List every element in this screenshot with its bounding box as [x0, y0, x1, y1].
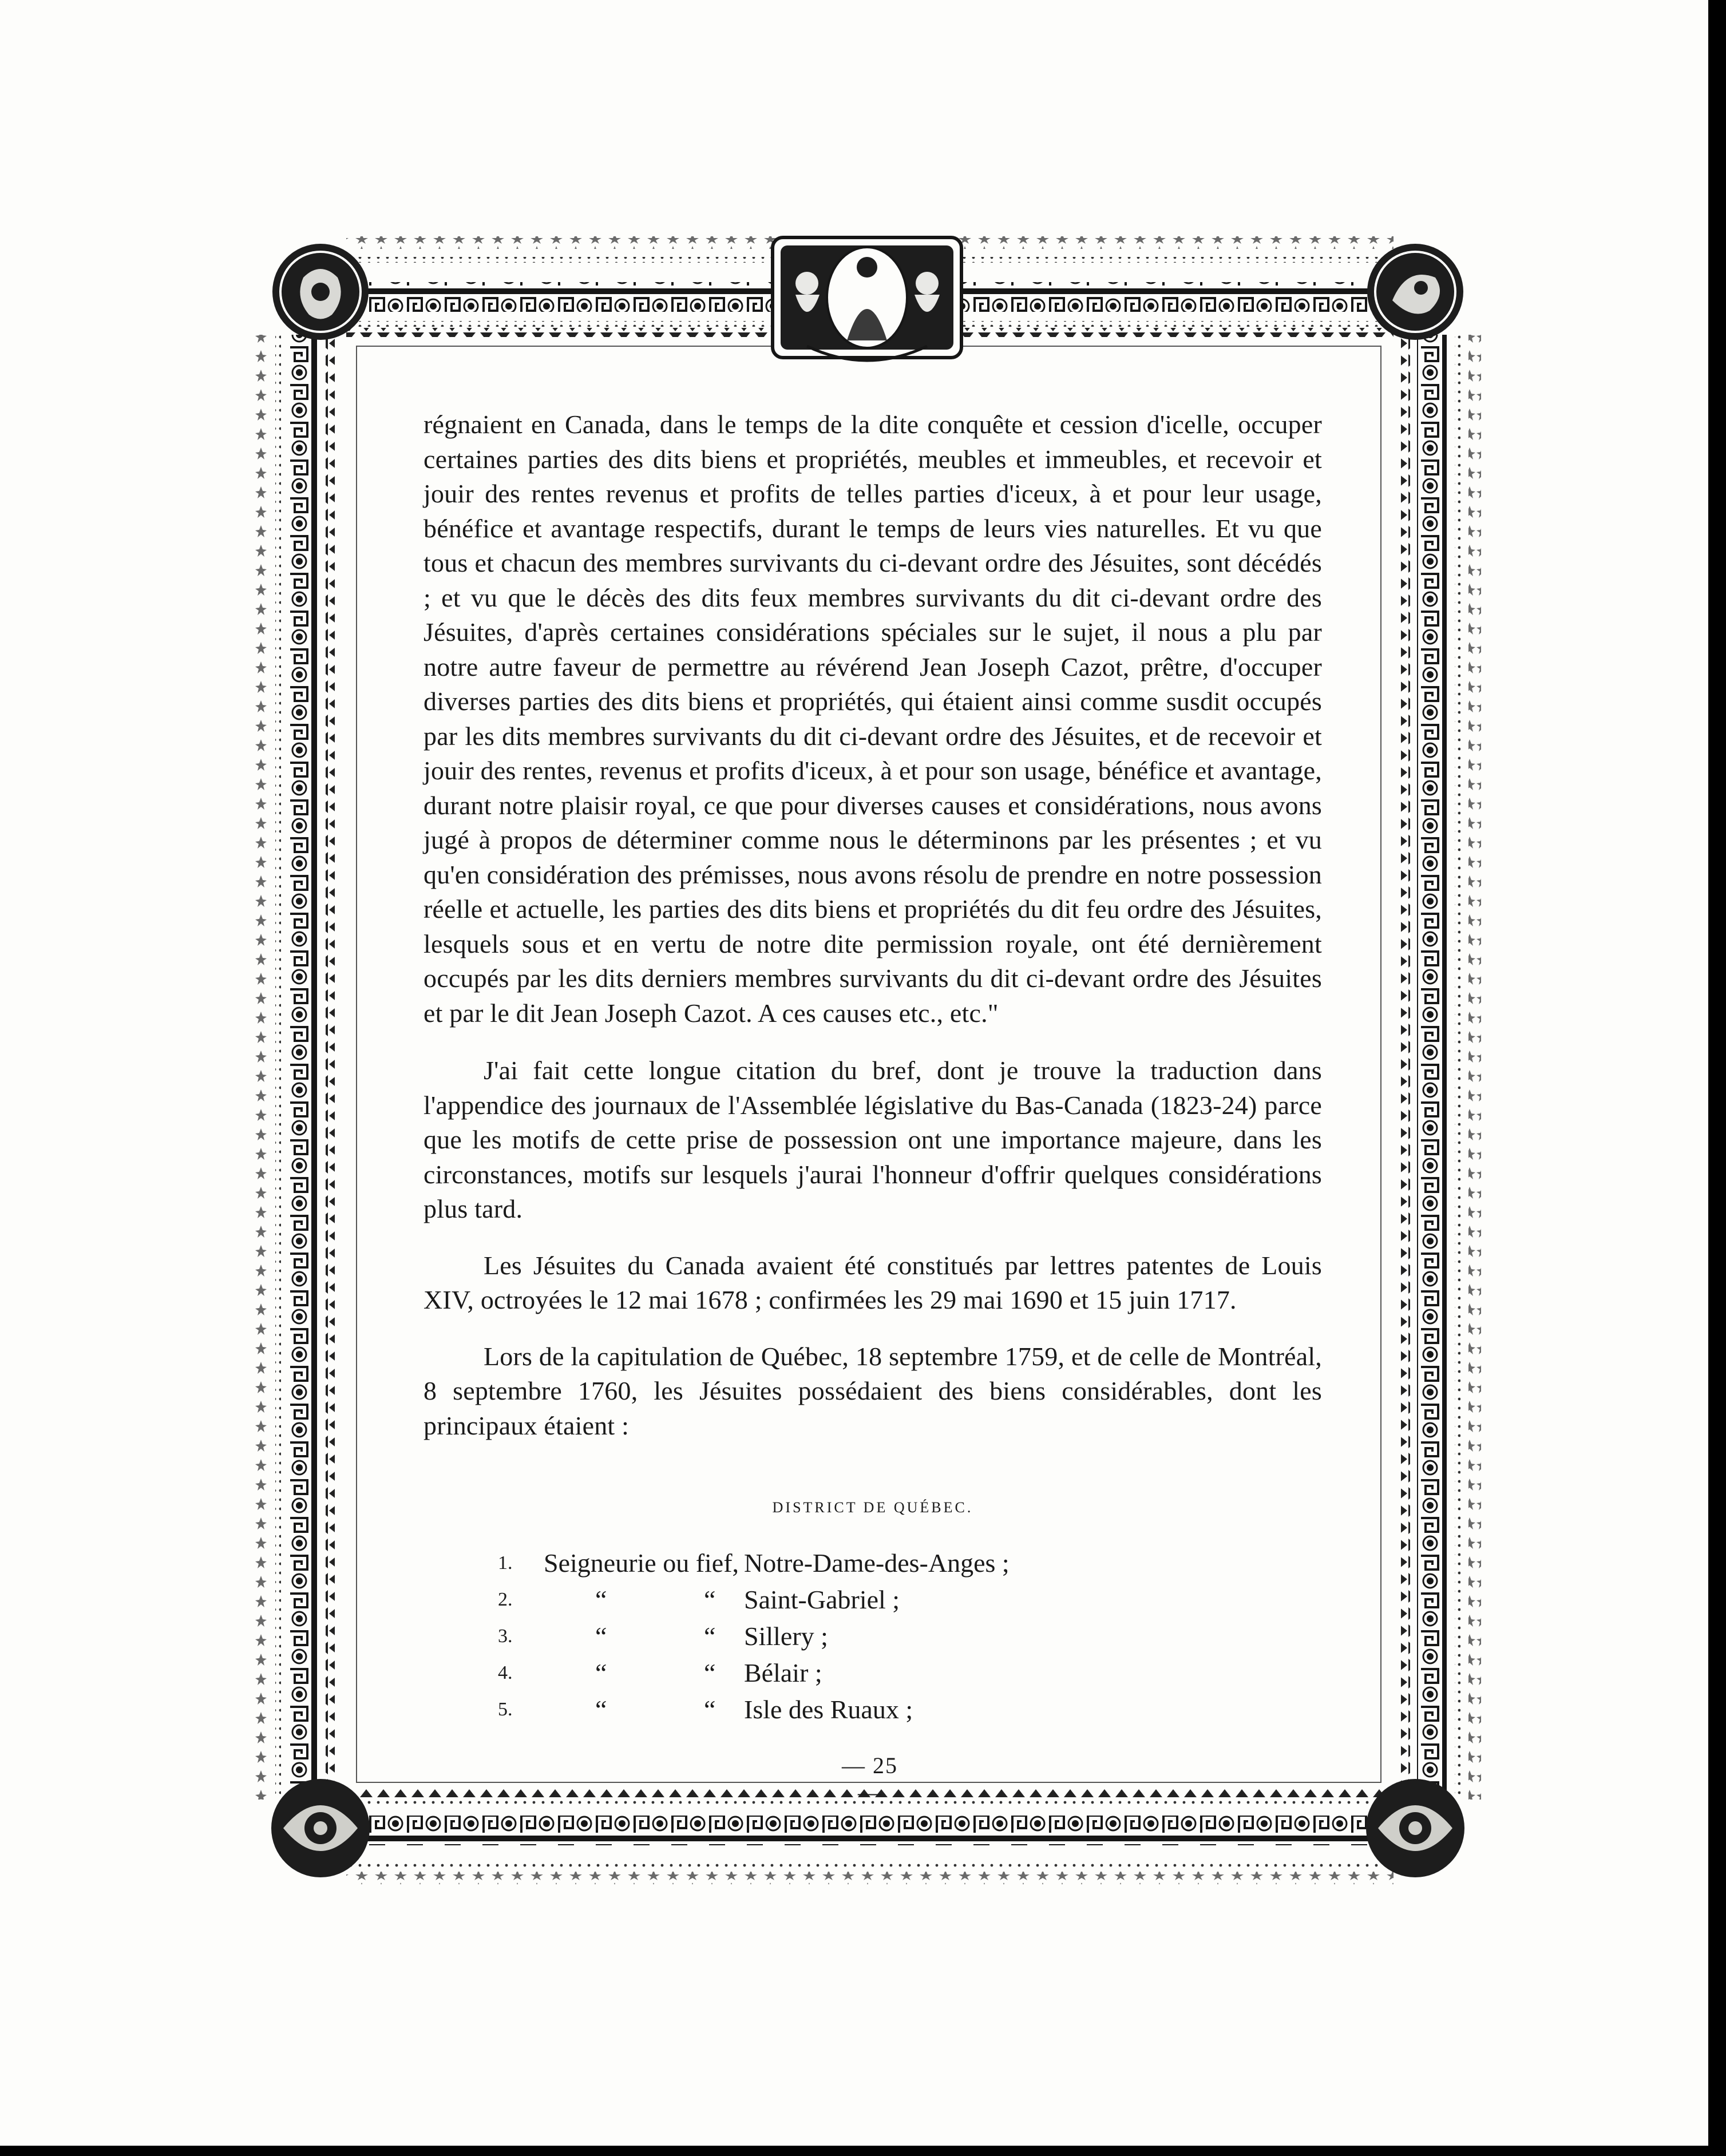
- ditto-mark: “: [704, 1585, 716, 1614]
- list-item-name: Isle des Ruaux ;: [744, 1695, 913, 1724]
- list-item-number: 4.: [498, 1662, 513, 1683]
- list-item-number: 2.: [498, 1589, 513, 1610]
- ditto-mark: “: [595, 1695, 607, 1724]
- body-text: [423, 407, 1322, 1443]
- list-item-number: 5.: [498, 1699, 513, 1720]
- paragraph-letters-patent: Les Jésuites du Canada avaient été constitués par lettres patentes de Louis XIV, octroyées le 12 mai 1678 ; confirmées les 29 mai 1690 et 15 juin 1717.: [423, 1250, 1322, 1314]
- ditto-mark: “: [595, 1622, 607, 1651]
- ditto-mark: “: [595, 1658, 607, 1687]
- ditto-mark: “: [595, 1585, 607, 1614]
- ditto-mark: “: [704, 1695, 716, 1724]
- list-item: [498, 1691, 1185, 1728]
- list-item-type: Seigneurie ou fief,: [544, 1548, 739, 1578]
- list-item-name: Saint-Gabriel ;: [744, 1585, 900, 1614]
- list-item: [498, 1655, 1185, 1691]
- property-list: [498, 1545, 1185, 1728]
- page-number: — 25 —: [842, 1753, 898, 1805]
- paragraph-citation-note: J'ai fait cette longue citation du bref, dont je trouve la traduction dans l'appendice des journaux de l'Assemblée législative du Bas-Canada (1823-24) parce que les motifs de cette prise de possession ont une importance majeure, dans les circonstances, motifs sur lesquels j'aurai l'honneur d'offrir quelques considérations plus tard.: [423, 1056, 1322, 1223]
- list-item-name: Notre-Dame-des-Anges ;: [744, 1548, 1010, 1578]
- paragraph-quote-continuation: régnaient en Canada, dans le temps de la dite conquête et cession d'icelle, occuper certaines parties des dits biens et propriétés, meubles et immeubles, et recevoir et jouir des rentes revenus et profits de telles parties d'iceux, à et pour leur usage, bénéfice et avantage respectifs, durant le temps de leurs vies naturelles. Et vu que tous et chacun des membres survivants du ci-devant ordre des Jésuites, sont décédés ; et vu que le décès des dits feux membres survivants du dit ci-devant ordre des Jésuites, d'après certaines considérations spéciales sur le sujet, il nous a plu par notre autre faveur de permettre au révérend Jean Joseph Cazot, prêtre, d'occuper diverses parties des dits biens et propriétés, qui étaient ainsi comme susdit occupés par les dits membres survivants du dit ci-devant ordre des Jésuites, et de recevoir et jouir des rentes, revenus et profits d'iceux, à et pour son usage, bénéfice et avantage, durant notre plaisir royal, ce que pour diverses causes et considérations, nous avons jugé à propos de déterminer comme nous le déterminons par les présentes ; et vu qu'en considération des prémisses, nous avons résolu de prendre en notre possession réelle et actuelle, les parties des dits biens et propriétés du dit feu ordre des Jésuites, lesquels sous et en vertu de notre dite permission royale, ont été dernièrement occupés par les dits derniers membres survivants du dit ci-devant ordre des Jésuites et par le dit Jean Joseph Cazot. A ces causes etc., etc.": [423, 410, 1322, 1028]
- ditto-mark: “: [704, 1658, 716, 1687]
- list-item-name: Sillery ;: [744, 1622, 828, 1651]
- list-item-number: 3.: [498, 1626, 513, 1647]
- list-item-number: 1.: [498, 1552, 513, 1574]
- paragraph-capitulation: Lors de la capitulation de Québec, 18 septembre 1759, et de celle de Montréal, 8 septembre 1760, les Jésuites possédaient des biens considérables, dont les principaux étaient :: [423, 1341, 1322, 1440]
- list-item-name: Bélair ;: [744, 1658, 822, 1687]
- district-heading: DISTRICT DE QUÉBEC.: [772, 1499, 973, 1516]
- list-item: [498, 1582, 1185, 1618]
- list-item: [498, 1618, 1185, 1655]
- list-item: [498, 1545, 1185, 1582]
- ditto-mark: “: [704, 1622, 716, 1651]
